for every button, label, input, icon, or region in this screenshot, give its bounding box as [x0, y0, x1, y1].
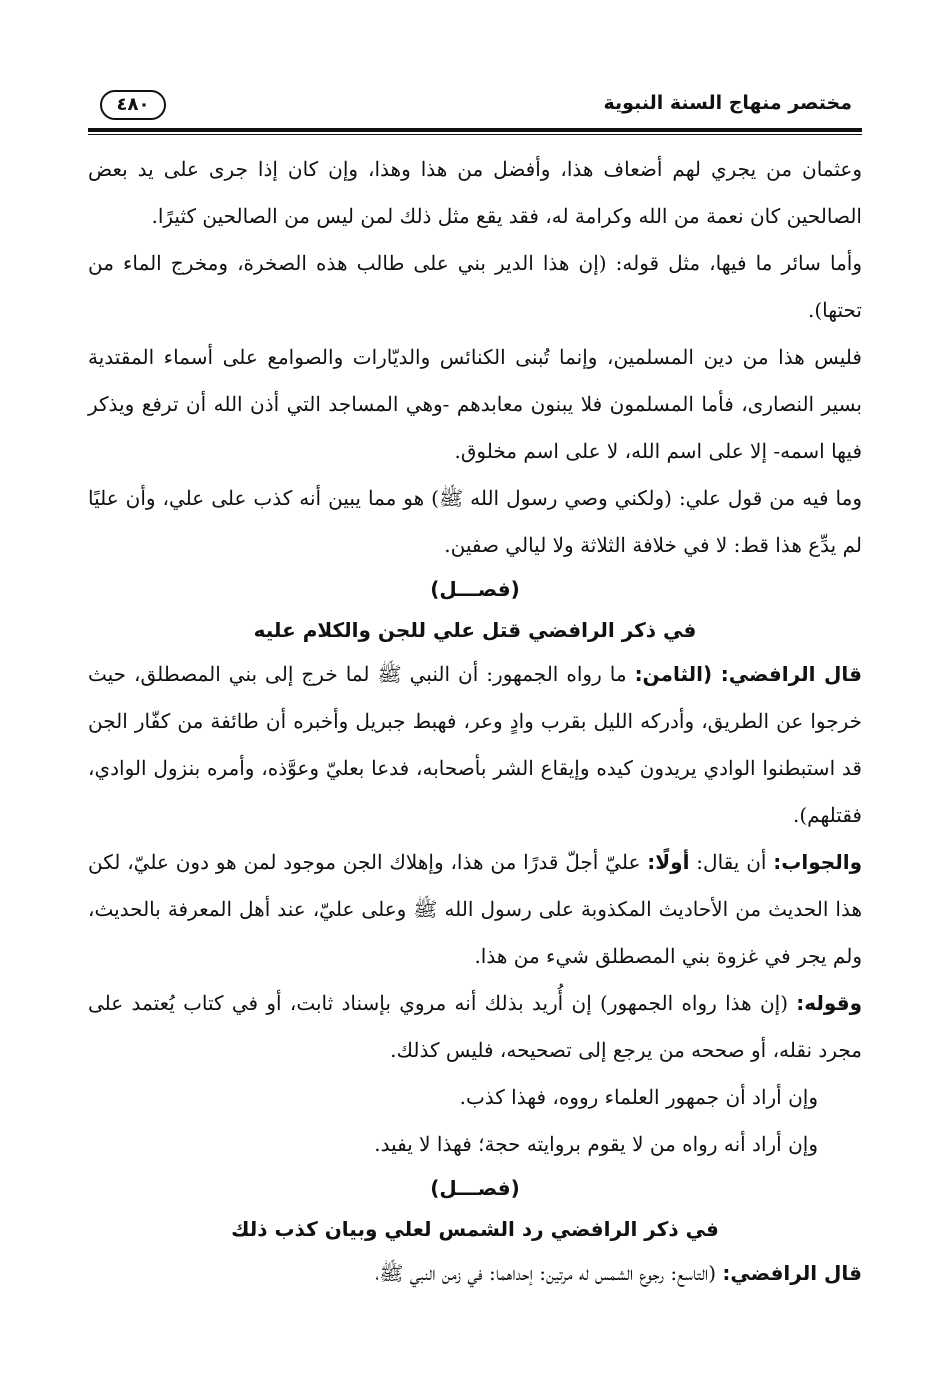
header-rule-thin [88, 134, 862, 135]
paragraph [88, 651, 862, 839]
paragraph: وما فيه من قول علي: (ولكني وصي رسول الله ﷺ) هو مما يبين أنه كذب على علي، وأن عليًا لم يدِّع هذا قط: لا في خلافة الثلاثة ولا ليالي صفين. [88, 486, 862, 557]
paragraph [88, 980, 862, 1074]
paragraph-lead: أولًا: [647, 850, 690, 874]
paragraph: وإن أراد أنه رواه من لا يقوم بروايته حجة؛ فهذا لا يفيد. [374, 1132, 818, 1156]
paragraph-lead: قال الرافضي: [722, 1261, 862, 1285]
paragraph-text: ما رواه الجمهور: أن النبي ﷺ لما خرج إلى بني المصطلق، حيث خرجوا عن الطريق، وأدركه الليل بقرب وادٍ وعر، فهبط جبريل وأخبره أن طائفة من كفّار الجن قد استبطنوا الوادي يريدون كيده وإيقاع الشر بأصحابه، فدعا بعليّ وعوَّذه، وأمره بنزول الوادي، فقتلهم). [88, 662, 862, 827]
page-header [88, 86, 862, 126]
section-title: في ذكر الرافضي قتل علي للجن والكلام عليه [253, 618, 697, 642]
paragraph: وعثمان من يجري لهم أضعاف هذا، وأفضل من هذا وهذا، وإن كان إذا جرى على يد بعض الصالحين كان نعمة من الله وكرامة له، فقد يقع مثل ذلك لمن ليس من الصالحين كثيرًا. [88, 157, 862, 228]
section-marker: (فصـــل) [430, 577, 520, 601]
paragraph-lead: قال الرافضي: (الثامن: [634, 662, 863, 686]
paragraph-text: عليّ أجلّ قدرًا من هذا، وإهلاك الجن موجود لمن هو دون عليّ، لكن هذا الحديث من الأحاديث المكذوبة على رسول الله ﷺ وعلى عليّ، عند أهل المعرفة بالحديث، ولم يجر في غزوة بني المصطلق شيء من هذا. [88, 850, 862, 968]
paragraph: وأما سائر ما فيها، مثل قوله: (إن هذا الدير بني على طالب هذه الصخرة، ومخرج الماء من تحتها). [88, 251, 862, 322]
paragraph [88, 839, 862, 980]
paragraph-text: (التاسع: رجوع الشمس له مرتين: إحداهما: في زمن النبي ﷺ، [375, 1261, 723, 1285]
paragraph: وإن أراد أن جمهور العلماء رووه، فهذا كذب. [459, 1085, 818, 1109]
paragraph: فليس هذا من دين المسلمين، وإنما تُبنى الكنائس والديّارات والصوامع على أسماء المقتدية بسير النصارى، فأما المسلمون فلا يبنون معابدهم -وهي المساجد التي أذن الله أن ترفع ويذكر فيها اسمه- إلا على اسم الله، لا على اسم مخلوق. [88, 345, 862, 463]
page-number-badge: ٤٨٠ [100, 90, 166, 120]
paragraph-text: (إن هذا رواه الجمهور) إن أُريد بذلك أنه مروي بإسناد ثابت، أو في كتاب يُعتمد على مجرد نقله، أو صححه من يرجع إلى تصحيحه، فليس كذلك. [88, 991, 862, 1062]
paragraph-lead: وقوله: [796, 991, 862, 1015]
paragraph-lead: والجواب: [773, 850, 862, 874]
section-marker: (فصـــل) [430, 1176, 520, 1200]
running-title: مختصر منهاج السنة النبوية [603, 92, 852, 114]
header-rule [88, 128, 862, 132]
section-title: في ذكر الرافضي رد الشمس لعلي وبيان كذب ذلك [231, 1217, 719, 1241]
paragraph-text: أن يقال: [689, 850, 774, 874]
body-text [88, 146, 862, 1297]
paragraph [88, 1250, 862, 1297]
